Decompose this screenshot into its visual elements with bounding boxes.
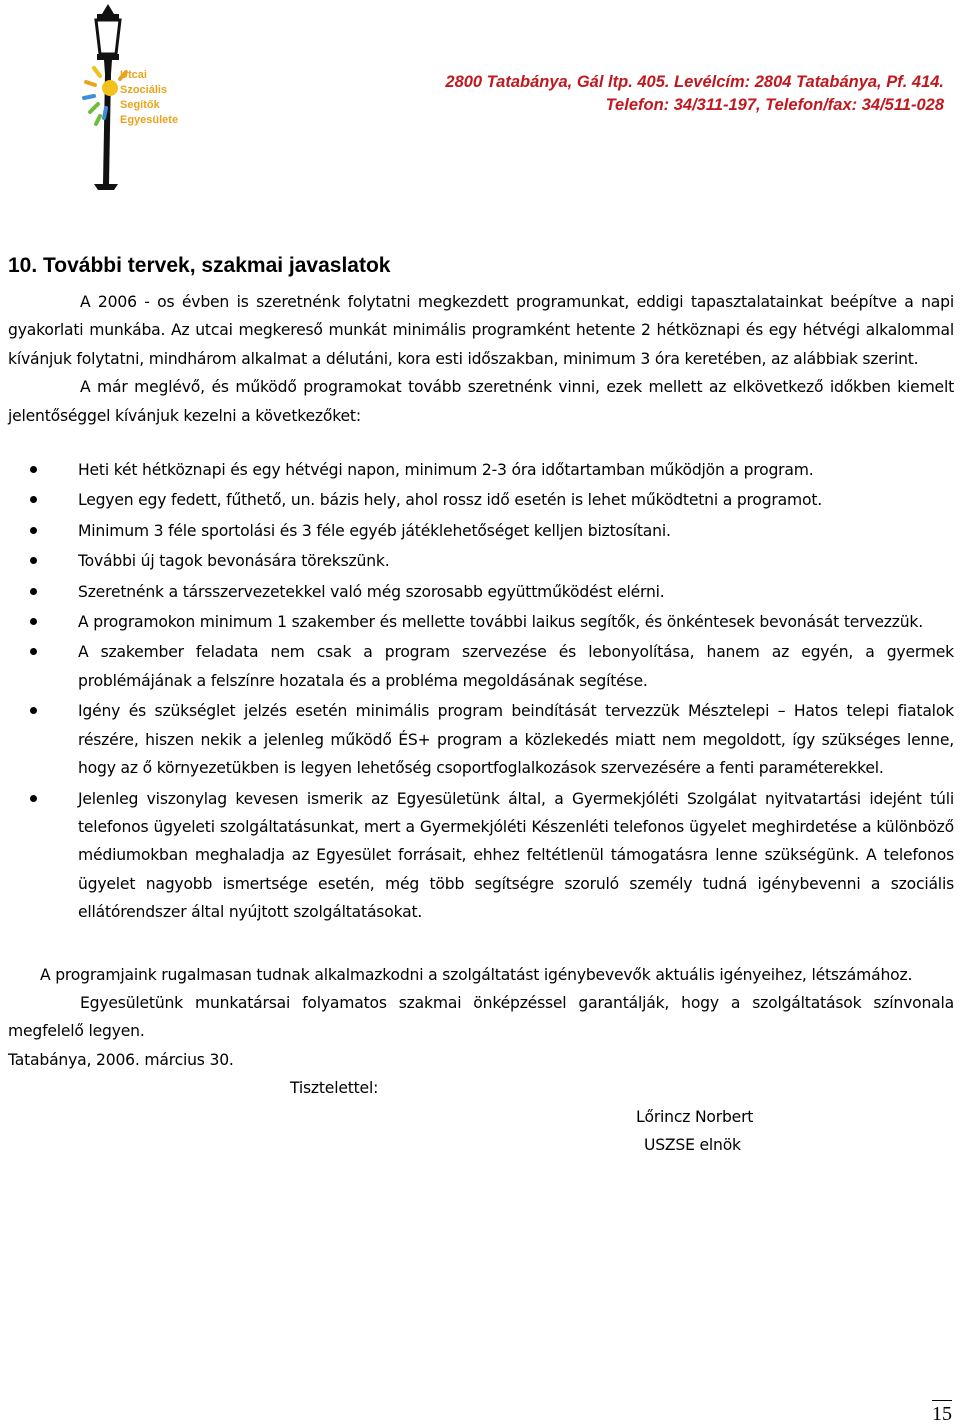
organization-name-line: Egyesülete <box>120 114 179 126</box>
list-item: Minimum 3 féle sportolási és 3 féle egyéb játéklehetőséget kelljen biztosítani. <box>8 517 954 545</box>
list-item: Heti két hétköznapi és egy hétvégi napon, minimum 2-3 óra időtartamban működjön a program. <box>8 456 954 484</box>
organization-name-line: Szociális <box>120 84 168 96</box>
page-number: 15 <box>932 1400 952 1425</box>
list-item: További új tagok bevonására törekszünk. <box>8 547 954 575</box>
list-item: Legyen egy fedett, fűthető, un. bázis hely, ahol rossz idő esetén is lehet működtetni a programot. <box>8 486 954 514</box>
document-date: Tatabánya, 2006. március 30. <box>8 1050 234 1069</box>
list-item: Jelenleg viszonylag kevesen ismerik az Egyesületünk által, a Gyermekjóléti Szolgálat nyitvatartási idejént túli telefonos ügyeleti szolgáltatásunkat, mert a Gyermekjóléti Készenléti telefonos ügyelet meghirdetése a különböző médiumokban meghaladja az Egyesület forrásait, ehhez feltétlenül támogatásra lenne szükségünk. A telefonos ügyelet nagyobb ismertsége esetén, még több segítségre szoruló személy tudná igénybevenni a szociális ellátórendszer által nyújtott szolgáltatásokat. <box>8 785 954 927</box>
signer-role: USZSE elnök <box>644 1135 741 1154</box>
organization-name-line: Utcai <box>120 69 147 81</box>
document-body <box>8 288 954 1159</box>
address-line: 2800 Tatabánya, Gál ltp. 405. Levélcím: 2804 Tatabánya, Pf. 414. <box>445 73 944 91</box>
list-item: Igény és szükséglet jelzés esetén minimális program beindítását tervezzük Mésztelepi – Hatos telepi fiatalok részére, hiszen nekik a jelenleg működő ÉS+ program a közlekedés miatt nem megoldott, így szükséges lenne, hogy az ő környezetükben is legyen lehetőség csoportfoglalkozások szervezésére a fenti paraméterekkel. <box>8 697 954 782</box>
list-item: Szeretnénk a társszervezetekkel való még szorosabb együttműködést elérni. <box>8 578 954 606</box>
plans-paragraph: A már meglévő, és működő programokat tovább szeretnénk vinni, ezek mellett az elkövetkező időkben kiemelt jelentőséggel kívánjuk kezelni a következőket: <box>8 378 954 425</box>
section-title: 10. További tervek, szakmai javaslatok <box>8 254 391 277</box>
phone-line: Telefon: 34/311-197, Telefon/fax: 34/511-028 <box>605 96 944 114</box>
organization-name <box>120 68 178 128</box>
list-item: A szakember feladata nem csak a program szervezése és lebonyolítása, hanem az egyén, a gyermek problémájának a felszínre hozatala és a probléma megoldásának segítése. <box>8 638 954 695</box>
plans-list <box>8 456 954 927</box>
organization-name-line: Segítők <box>120 99 160 111</box>
flexibility-paragraph: A programjaink rugalmasan tudnak alkalmazkodni a szolgáltatást igénybevevők aktuális igényeihez, létszámához. <box>40 965 913 984</box>
list-item: A programokon minimum 1 szakember és mellette további laikus segítők, és önkéntesek bevonását tervezzük. <box>8 608 954 636</box>
signer-name: Lőrincz Norbert <box>636 1107 754 1126</box>
letterhead-contact <box>445 71 944 117</box>
training-paragraph: Egyesületünk munkatársai folyamatos szakmai önképzéssel garantálják, hogy a szolgáltatások színvonala megfelelő legyen. <box>8 993 954 1041</box>
closing-greeting: Tisztelettel: <box>290 1079 379 1098</box>
intro-paragraph: A 2006 - os évben is szeretnénk folytatni megkezdett programunkat, eddigi tapasztalatainkat beépítve a napi gyakorlati munkába. Az utcai megkereső munkát minimális programként hetente 2 hétköznapi és egy hétvégi alkalommal kívánjuk folytatni, mindhárom alkalmat a délutáni, kora esti időszakban, minimum 3 óra keretében, az alábbiak szerint. <box>8 293 954 368</box>
